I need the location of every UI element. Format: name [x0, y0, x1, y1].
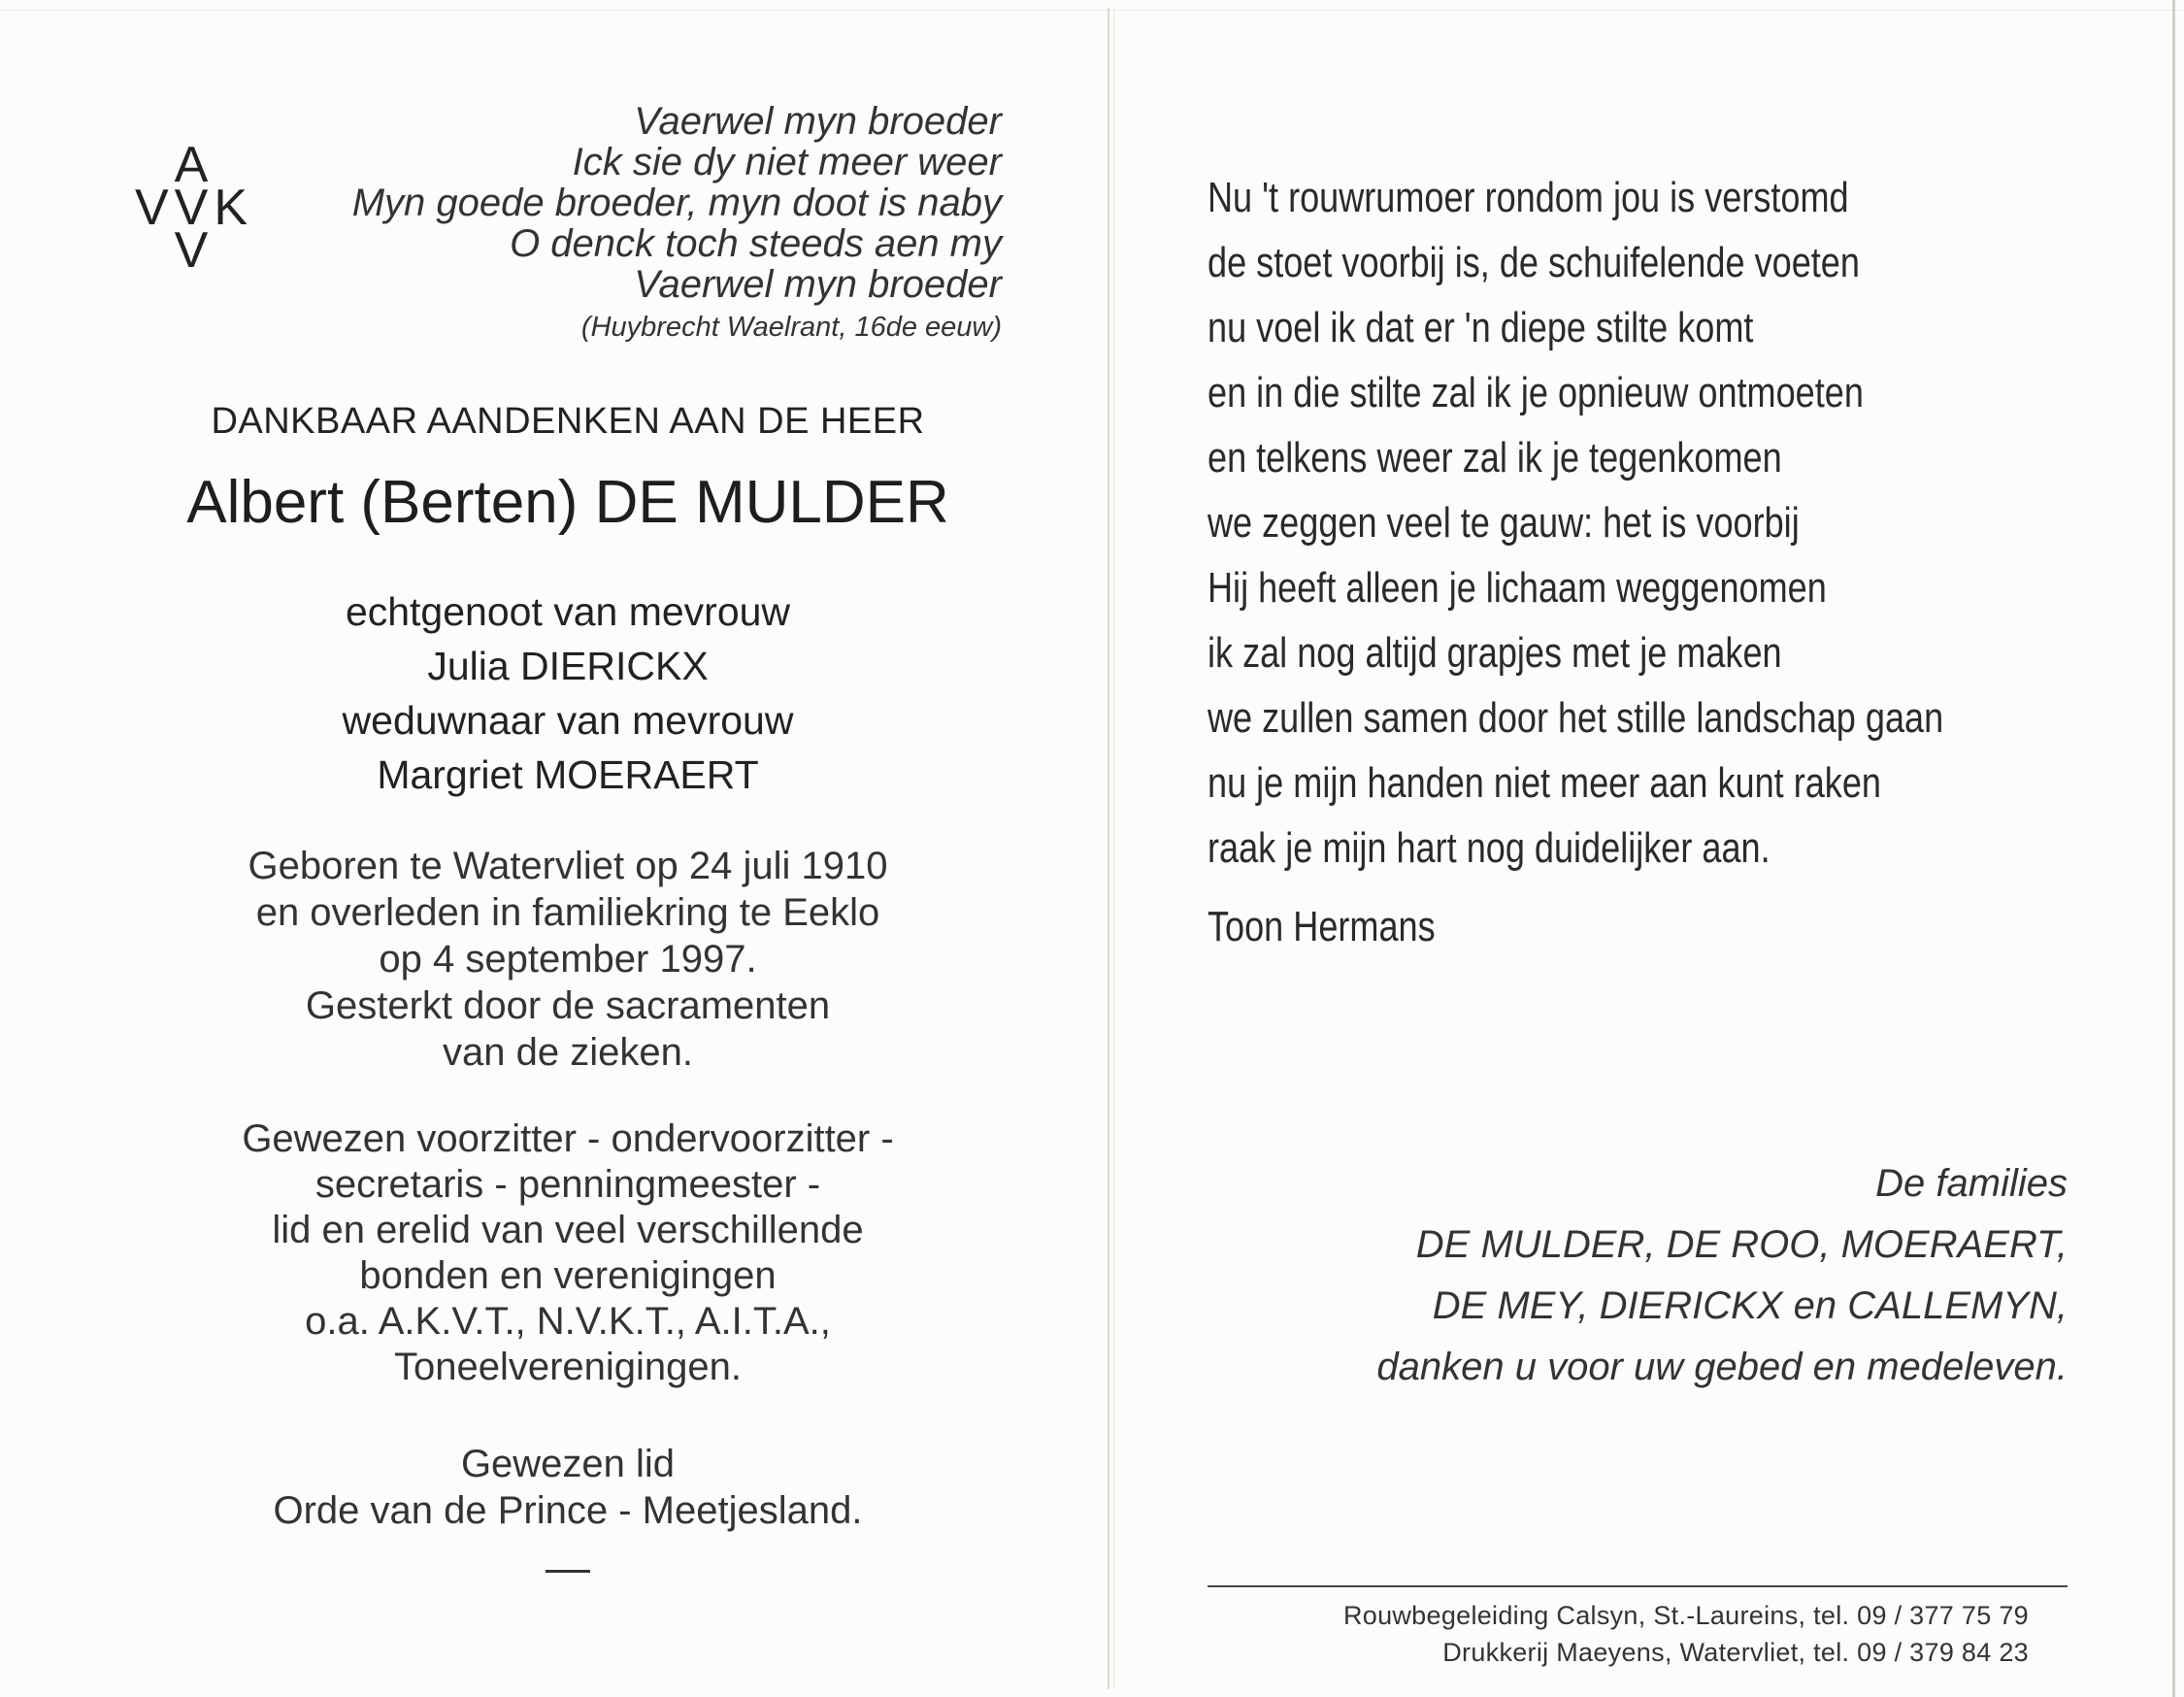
date-line: en overleden in familiekring te Eeklo — [255, 891, 880, 934]
poem-line: we zeggen veel te gauw: het is voorbij — [1208, 499, 1800, 547]
right-edge — [2172, 0, 2175, 1697]
spouse-line: Margriet MOERAERT — [377, 752, 759, 797]
career-info — [58, 1116, 1077, 1390]
deceased-name: Albert (Berten) DE MULDER — [186, 469, 949, 536]
thanks-line: DE MEY, DIERICKX en CALLEMYN, — [1432, 1284, 2068, 1327]
center-fold-shadow — [1113, 8, 1114, 1689]
motto-line: O denck toch steeds aen my — [510, 222, 1002, 265]
poem-line: we zullen samen door het stille landschap gaan — [1208, 694, 1944, 742]
motto-verse — [291, 101, 1002, 349]
former-membership — [58, 1441, 1077, 1534]
poem-line: raak je mijn hart nog duidelijker aan. — [1208, 824, 1770, 872]
dedication-heading: DANKBAAR AANDENKEN AAN DE HEER — [211, 401, 925, 442]
motto-attribution: (Huybrecht Waelrant, 16de eeuw) — [580, 312, 1002, 343]
printer-line: Rouwbegeleiding Calsyn, St.-Laureins, tel. 09 / 377 75 79 — [1342, 1601, 2029, 1630]
spouse-line: echtgenoot van mevrouw — [345, 589, 791, 634]
poem-line: en telkens weer zal ik je tegenkomen — [1208, 434, 1782, 482]
spouse-info — [58, 584, 1077, 802]
poem-line: Hij heeft alleen je lichaam weggenomen — [1208, 564, 1827, 612]
motto-line: Vaerwel myn broeder — [634, 263, 1002, 306]
thanks-line: DE MULDER, DE ROO, MOERAERT, — [1415, 1223, 2068, 1266]
career-line: Gewezen voorzitter - ondervoorzitter - — [242, 1117, 894, 1160]
former-line: Orde van de Prince - Meetjesland. — [273, 1489, 863, 1532]
motto-line: Vaerwel myn broeder — [634, 100, 1002, 143]
printer-credits — [1204, 1597, 2029, 1671]
spouse-line: Julia DIERICKX — [427, 644, 709, 688]
birth-death-info — [58, 843, 1077, 1076]
date-line: Gesterkt door de sacramenten — [305, 984, 831, 1027]
poem-line: en in die stilte zal ik je opnieuw ontmoeten — [1208, 369, 1864, 416]
avvkv-monogram — [126, 137, 262, 279]
career-line: lid en erelid van veel verschillende — [272, 1209, 864, 1251]
monogram-line: VVK — [134, 180, 254, 236]
poem-line: nu je mijn handen niet meer aan kunt raken — [1208, 759, 1881, 807]
printer-line: Drukkerij Maeyens, Watervliet, tel. 09 / 379 84 23 — [1442, 1638, 2029, 1667]
career-line: Toneelverenigingen. — [393, 1346, 743, 1388]
family-thanks — [1204, 1153, 2068, 1398]
former-line: Gewezen lid — [460, 1443, 676, 1485]
poem-line: Nu 't rouwrumoer rondom jou is verstomd — [1208, 174, 1849, 221]
poem-line: nu voel ik dat er 'n diepe stilte komt — [1208, 304, 1754, 351]
thanks-line: De families — [1875, 1162, 2068, 1205]
career-line: o.a. A.K.V.T., N.V.K.T., A.I.T.A., — [305, 1300, 831, 1343]
career-line: secretaris - penningmeester - — [314, 1163, 821, 1206]
center-fold — [1108, 8, 1109, 1689]
closing-dash — [546, 1570, 590, 1573]
date-line: op 4 september 1997. — [379, 938, 757, 981]
date-line: van de zieken. — [443, 1031, 693, 1074]
printer-rule — [1208, 1585, 2068, 1587]
spouse-line: weduwnaar van mevrouw — [342, 698, 794, 743]
motto-line: Myn goede broeder, myn doot is naby — [351, 182, 1002, 224]
motto-line: Ick sie dy niet meer weer — [572, 141, 1002, 183]
monogram-line: V — [174, 222, 215, 279]
date-line: Geboren te Watervliet op 24 juli 1910 — [248, 845, 888, 887]
poem — [1208, 165, 1944, 881]
thanks-line: danken u voor uw gebed en medeleven. — [1376, 1346, 2068, 1388]
poem-line: de stoet voorbij is, de schuifelende voeten — [1208, 239, 1860, 286]
monogram-line: A — [174, 137, 215, 193]
poem-line: ik zal nog altijd grapjes met je maken — [1208, 629, 1782, 677]
career-line: bonden en verenigingen — [359, 1254, 777, 1297]
top-edge — [0, 10, 2184, 11]
poem-author: Toon Hermans — [1208, 903, 1436, 950]
